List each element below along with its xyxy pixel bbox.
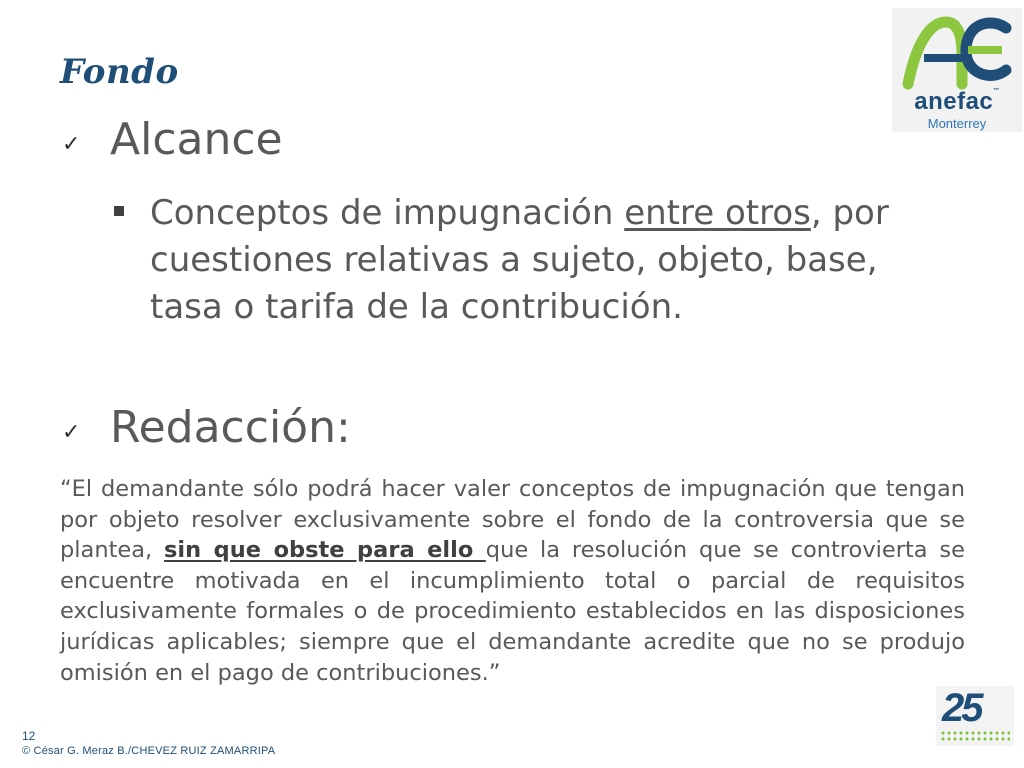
legal-quote: “El demandante sólo podrá hacer valer conceptos de impugnación que tengan por objeto resolver exclusivamente sobre el fondo de la controversia que se plantea, sin que obste para ello que la resolución que se controvierta se encuentre motivada en el incumplimiento total o parcial de requisitos exclusivamente formales o de procedimiento establecidos en las disposiciones jurídicas aplicables; siempre que el demandante acredite que no se produjo omisión en el pago de contribuciones.” xyxy=(60,476,965,686)
underlined-phrase: entre otros xyxy=(624,193,811,233)
checkmark-icon: ✓ xyxy=(62,132,81,157)
emphasized-phrase: sin que obste para ello xyxy=(164,537,486,564)
square-bullet-icon xyxy=(114,206,124,216)
anefac-mark-icon xyxy=(902,14,1012,90)
checkmark-icon: ✓ xyxy=(62,420,81,445)
dot-pattern-icon xyxy=(940,730,1010,742)
page-number: 12 xyxy=(22,729,36,743)
logo-name: anefac™ xyxy=(914,88,1000,115)
heading-alcance: Alcance xyxy=(110,114,283,165)
anniversary-number: 25 xyxy=(942,686,981,730)
subitem-conceptos: Conceptos de impugnación entre otros, por cuestiones relativas a sujeto, objeto, base, tasa o tarifa de la contribución. xyxy=(150,193,889,327)
anniversary-logo xyxy=(936,686,1014,746)
anefac-logo xyxy=(892,8,1022,132)
slide-title: Fondo xyxy=(60,52,179,92)
logo-city: Monterrey xyxy=(927,116,987,131)
copyright-notice: © César G. Meraz B./CHEVEZ RUIZ ZAMARRIPA xyxy=(22,745,276,757)
heading-redaccion: Redacción: xyxy=(110,402,351,453)
